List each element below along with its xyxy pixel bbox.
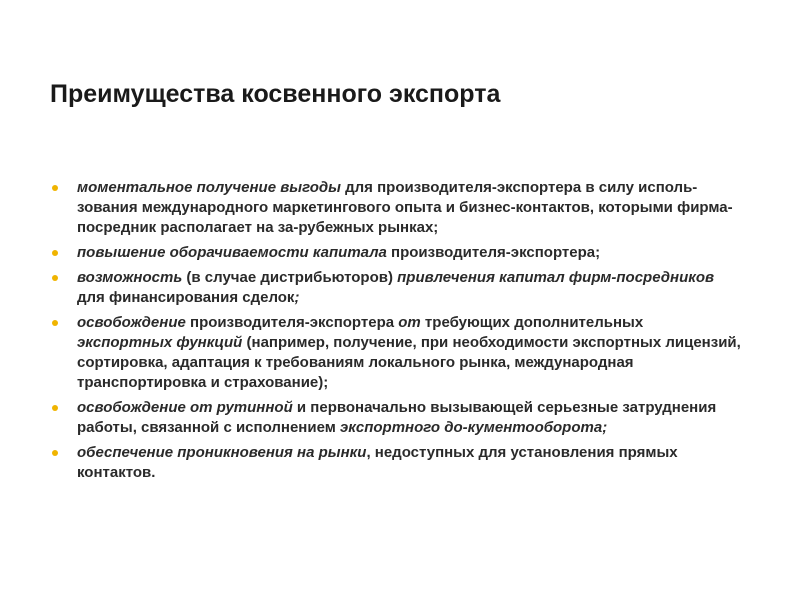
bullet-emphasis-text: экспортного до-кументооборота; bbox=[339, 419, 608, 436]
bullet-item bbox=[52, 268, 742, 308]
bullet-item bbox=[52, 178, 742, 238]
bullet-text: требующих дополнительных bbox=[420, 314, 644, 331]
bullet-item bbox=[52, 313, 742, 393]
bullet-emphasis-text: повышение оборачиваемости капитала bbox=[77, 244, 387, 261]
slide-title: Преимущества косвенного экспорта bbox=[50, 80, 501, 108]
bullet-item bbox=[52, 443, 742, 483]
bullet-emphasis-text: моментальное получение выгоды bbox=[77, 179, 341, 196]
bullet-dot-icon bbox=[52, 275, 58, 281]
bullet-emphasis-text: освобождение от рутинной bbox=[77, 399, 293, 416]
bullet-emphasis-text: возможность bbox=[77, 269, 183, 286]
bullet-emphasis-text: привлечения капитал фирм-посредников bbox=[397, 269, 715, 286]
bullet-emphasis-text: ; bbox=[294, 289, 300, 306]
bullet-dot-icon bbox=[52, 320, 58, 326]
bullet-dot-icon bbox=[52, 405, 58, 411]
bullet-emphasis-text: от bbox=[398, 314, 421, 331]
bullet-text: для производителя-экспортера в силу исполь-зования международного маркетингового опыта и бизнес-контактов, которыми фирма-посредник располагает на за-рубежных рынках; bbox=[77, 179, 733, 236]
bullet-text: производителя-экспортера; bbox=[386, 244, 601, 261]
bullet-dot-icon bbox=[52, 250, 58, 256]
bullet-item bbox=[52, 243, 742, 263]
bullet-dot-icon bbox=[52, 185, 58, 191]
bullet-text: , недоступных для установления прямых контактов. bbox=[77, 444, 678, 481]
bullet-text: (например, получение, при необходимости экспортных лицензий, сортировка, адаптация к требованиям локального рынка, международная транспортировка и страхование); bbox=[77, 334, 741, 391]
bullet-item bbox=[52, 398, 742, 438]
bullet-dot-icon bbox=[52, 450, 58, 456]
bullet-emphasis-text: обеспечение проникновения на рынки bbox=[77, 444, 367, 461]
bullet-text: и первоначально вызывающей серьезные затруднения работы, связанной с исполнением bbox=[77, 399, 717, 436]
bullet-text: для финансирования сделок bbox=[77, 289, 295, 306]
bullet-text: (в случае дистрибьюторов) bbox=[182, 269, 398, 286]
bullet-emphasis-text: экспортных функций bbox=[77, 334, 243, 351]
bullet-list bbox=[52, 178, 742, 488]
bullet-emphasis-text: освобождение bbox=[77, 314, 186, 331]
bullet-text: производителя-экспортера bbox=[185, 314, 399, 331]
